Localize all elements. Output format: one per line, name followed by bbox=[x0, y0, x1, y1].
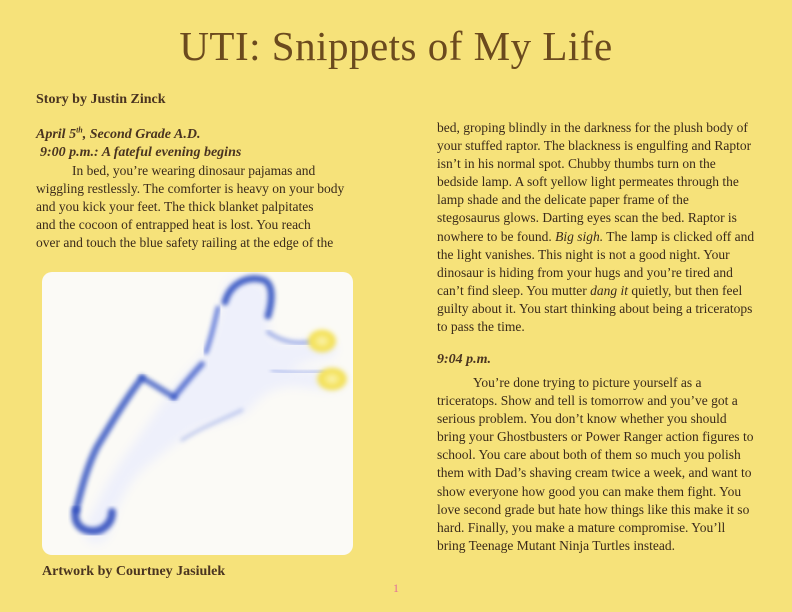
watercolor-figure-image bbox=[42, 272, 353, 555]
paragraph-line: over and touch the blue safety railing at the edge of the bbox=[36, 235, 334, 251]
left-column-text bbox=[36, 162, 356, 252]
date-superscript: th bbox=[76, 125, 83, 134]
paragraph-text: You’re done trying to picture yourself as a triceratops. Show and tell is tomorrow and you’ve got a serious problem. You don’t know whether you should bring your Ghostbusters or Power Ranger action figures to school. You care about both of them so much you polish them with Dad’s shaving cream twice a week, and want to show everyone how good you can make them fight. You love second grade but hate how things like this make it so hard. Finally, you make a mature compromise. You’ll bring Teenage Mutant Ninja Turtles instead. bbox=[437, 375, 754, 553]
text-segment: The lamp is clicked off and the light vanishes. This night is not a good night. Your dinosaur is hiding from your hugs and you’re tired and can’t find sleep. You mutter bbox=[437, 228, 755, 298]
right-column-text-section1 bbox=[437, 119, 755, 336]
paragraph-line: and you kick your feet. The thick blanket palpitates bbox=[36, 199, 314, 215]
section1-heading bbox=[36, 121, 241, 162]
date-heading bbox=[36, 127, 200, 142]
section2-time-heading: 9:04 p.m. bbox=[437, 352, 492, 367]
yellow-fist-lower bbox=[315, 366, 349, 392]
artwork-caption: Artwork by Courtney Jasiulek bbox=[42, 564, 226, 579]
paragraph-line bbox=[36, 162, 356, 180]
emphasis-text: dang it bbox=[590, 282, 628, 298]
paragraph-line: wiggling restlessly. The comforter is heavy on your body bbox=[36, 181, 345, 197]
date-main: April 5 bbox=[36, 126, 77, 142]
page-title: UTI: Snippets of My Life bbox=[179, 23, 613, 69]
date-rest: , Second Grade A.D. bbox=[82, 126, 201, 142]
text-segment: quietly, but then feel guilty about it. You start thinking about being a triceratops to pass the time. bbox=[437, 282, 753, 335]
paragraph-line: and the cocoon of entrapped heat is lost. You reach bbox=[36, 217, 311, 233]
time-heading: 9:00 p.m.: A fateful evening begins bbox=[40, 144, 242, 160]
page-number: 1 bbox=[393, 581, 399, 595]
emphasis-text: Big sigh. bbox=[555, 228, 604, 244]
watercolor-artwork bbox=[42, 272, 353, 555]
text-segment: bed, groping blindly in the darkness for the plush body of your stuffed raptor. The blackness is engulfing and Raptor isn’t in his normal spot. Chubby thumbs turn on the bedside lamp. A soft yellow light permeates through the lamp shade and the delicate paper frame of the stegosaurus glows. Darting eyes scan the bed. Raptor is nowhere to be found. bbox=[437, 120, 752, 244]
right-column-text-section2 bbox=[437, 374, 755, 555]
yellow-fist-upper bbox=[306, 328, 338, 354]
line-text: In bed, you’re wearing dinosaur pajamas and bbox=[72, 163, 316, 178]
byline: Story by Justin Zinck bbox=[36, 92, 166, 107]
